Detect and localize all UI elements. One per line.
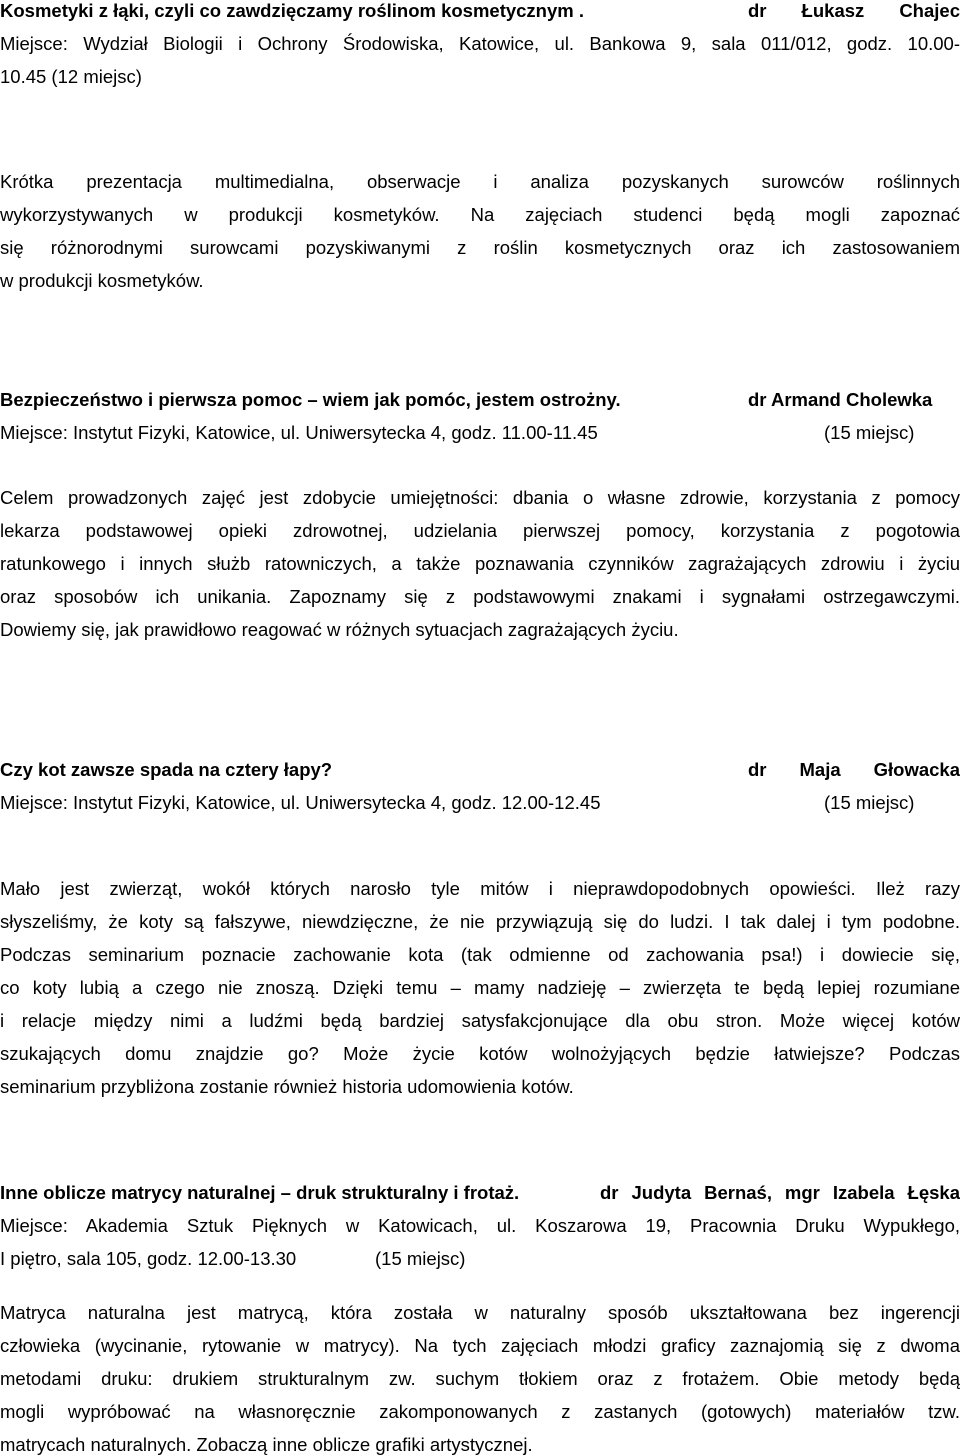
description-line: lekarza podstawowej opieki zdrowotnej, udzielania pierwszej pomocy, korzystania z pogotowia (0, 520, 960, 541)
section-author: dr Łukasz Chajec (748, 0, 960, 21)
description-line: i relacje między nimi a ludźmi będą bardziej satysfakcjonujące dla obu stron. Może więcej kotów (0, 1010, 960, 1031)
description-line: słyszeliśmy, że koty są fałszywe, niewdzięczne, że nie przywiązują się do ludzi. I tak dalej i tym podobne. (0, 911, 960, 932)
section-author: dr Judyta Bernaś, mgr Izabela Łęska (600, 1182, 960, 1203)
description-line: Matryca naturalna jest matrycą, która została w naturalny sposób ukształtowana bez ingerencji (0, 1302, 960, 1323)
section-title: Czy kot zawsze spada na cztery łapy? (0, 759, 333, 780)
description-line: oraz sposobów ich unikania. Zapoznamy się z podstawowymi znakami i sygnałami ostrzegawczymi. (0, 586, 960, 607)
section-title: Inne oblicze matrycy naturalnej – druk strukturalny i frotaż. (0, 1182, 520, 1203)
section-author: dr Armand Cholewka (748, 389, 933, 410)
location-line: Miejsce: Akademia Sztuk Pięknych w Katowicach, ul. Koszarowa 19, Pracownia Druku Wypukłego, (0, 1215, 960, 1236)
location-line: I piętro, sala 105, godz. 12.00-13.30 (0, 1248, 297, 1269)
description-line: ratunkowego i innych służb ratowniczych, a także poznawania czynników zagrażających zdrowiu i życiu (0, 553, 960, 574)
description-line: w produkcji kosmetyków. (0, 270, 204, 291)
location-line: 10.45 (12 miejsc) (0, 66, 142, 87)
description-line: Mało jest zwierząt, wokół których narosło tyle mitów i nieprawdopodobnych opowieści. Ileż razy (0, 878, 960, 899)
description-line: szukających domu znajdzie go? Może życie kotów wolnożyjących będzie łatwiejsze? Podczas (0, 1043, 960, 1064)
location-line: Miejsce: Instytut Fizyki, Katowice, ul. Uniwersytecka 4, godz. 11.00-11.45 (0, 422, 598, 443)
description-line: człowieka (wycinanie, rytowanie w matrycy). Na tych zajęciach młodzi graficy zaznajomią się z dwoma (0, 1335, 960, 1356)
description-line: wykorzystywanych w produkcji kosmetyków. Na zajęciach studenci będą mogli zapoznać (0, 204, 960, 225)
section-title: Bezpieczeństwo i pierwsza pomoc – wiem jak pomóc, jestem ostrożny. (0, 389, 621, 410)
description-line: co koty lubią a czego nie znoszą. Dzięki temu – mamy nadzieję – zwierzęta te będą lepiej rozumiane (0, 977, 960, 998)
section-title: Kosmetyki z łąki, czyli co zawdzięczamy roślinom kosmetycznym . (0, 0, 585, 21)
description-line: metodami druku: drukiem strukturalnym zw. suchym tłokiem oraz z frotażem. Obie metody będą (0, 1368, 960, 1389)
description-line: Dowiemy się, jak prawidłowo reagować w różnych sytuacjach zagrażających życiu. (0, 619, 679, 640)
seats-count: (15 miejsc) (824, 422, 915, 443)
description-line: Celem prowadzonych zajęć jest zdobycie umiejętności: dbania o własne zdrowie, korzystania z pomocy (0, 487, 960, 508)
seats-count: (15 miejsc) (824, 792, 915, 813)
description-line: mogli wypróbować na własnoręcznie zakomponowanych z zastanych (gotowych) materiałów tzw. (0, 1401, 960, 1422)
description-line: seminarium przybliżona zostanie również historia udomowienia kotów. (0, 1076, 574, 1097)
location-line: Miejsce: Wydział Biologii i Ochrony Środowiska, Katowice, ul. Bankowa 9, sala 011/012, godz. 10.00- (0, 33, 960, 54)
section-author: dr Maja Głowacka (748, 759, 960, 780)
description-line: Podczas seminarium poznacie zachowanie kota (tak odmienne od zachowania psa!) i dowiecie się, (0, 944, 960, 965)
description-line: matrycach naturalnych. Zobaczą inne oblicze grafiki artystycznej. (0, 1434, 533, 1455)
description-line: Krótka prezentacja multimedialna, obserwacje i analiza pozyskanych surowców roślinnych (0, 171, 960, 192)
description-line: się różnorodnymi surowcami pozyskiwanymi z roślin kosmetycznych oraz ich zastosowaniem (0, 237, 960, 258)
seats-count: (15 miejsc) (375, 1248, 466, 1269)
location-line: Miejsce: Instytut Fizyki, Katowice, ul. Uniwersytecka 4, godz. 12.00-12.45 (0, 792, 601, 813)
